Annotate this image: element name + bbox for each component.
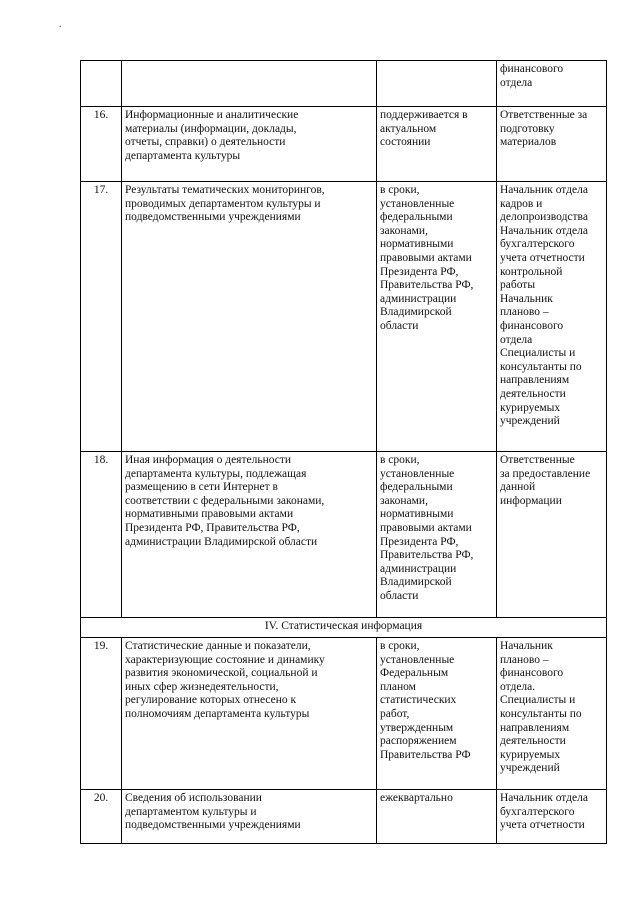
row-number: 18. (81, 452, 122, 618)
info-term: в сроки, установленные Федеральным планом статистических работ, утвержденным распоряжением Правительства РФ (377, 638, 497, 790)
info-responsible: Ответственные за предоставление данной информации (497, 452, 607, 618)
table-row (81, 452, 607, 618)
row-number: 16. (81, 107, 122, 182)
info-responsible: Начальник отдела бухгалтерского учета отчетности (497, 790, 607, 844)
info-name: Информационные и аналитические материалы (информации, доклады, отчеты, справки) о деятельности департамента культуры (122, 107, 377, 182)
info-responsible: Начальник отдела кадров и делопроизводства Начальник отдела бухгалтерского учета отчетности контрольной работы Начальник планово – финансового отдела Специалисты и консультанты по направлениям деятельности курируемых учреждений (497, 182, 607, 452)
info-name: Результаты тематических мониторингов, проводимых департаментом культуры и подведомственными учреждениями (122, 182, 377, 452)
document-table (80, 60, 607, 844)
info-term: поддерживается в актуальном состоянии (377, 107, 497, 182)
info-term: ежеквартально (377, 790, 497, 844)
row-number (81, 61, 122, 107)
table-row (81, 790, 607, 844)
row-number: 17. (81, 182, 122, 452)
section-row (81, 618, 607, 638)
info-name: Статистические данные и показатели, характеризующие состояние и динамику развития экономической, социальной и иных сфер жизнедеятельности, регулирование которых отнесено к полномочиям департамента культуры (122, 638, 377, 790)
info-term: в сроки, установленные федеральными законами, нормативными правовыми актами Президента РФ, Правительства РФ, администрации Владимирской области (377, 452, 497, 618)
info-term (377, 61, 497, 107)
table-row (81, 61, 607, 107)
row-number: 19. (81, 638, 122, 790)
info-responsible: финансового отдела (497, 61, 607, 107)
info-name (122, 61, 377, 107)
info-responsible: Ответственные за подготовку материалов (497, 107, 607, 182)
row-number: 20. (81, 790, 122, 844)
info-responsible: Начальник планово – финансового отдела. Специалисты и консультанты по направлениям деятельности курируемых учреждений (497, 638, 607, 790)
info-name: Иная информация о деятельности департамента культуры, подлежащая размещению в сети Интернет в соответствии с федеральными законами, нормативными правовыми актами Президента РФ, Правительства РФ, администрации Владимирской области (122, 452, 377, 618)
section-title: IV. Статистическая информация (81, 618, 607, 638)
info-term: в сроки, установленные федеральными законами, нормативными правовыми актами Президента РФ, Правительства РФ, администрации Владимирской области (377, 182, 497, 452)
page-mark: . (59, 19, 62, 30)
table-row (81, 638, 607, 790)
info-name: Сведения об использовании департаментом культуры и подведомственными учреждениями (122, 790, 377, 844)
table-row (81, 107, 607, 182)
table-row (81, 182, 607, 452)
